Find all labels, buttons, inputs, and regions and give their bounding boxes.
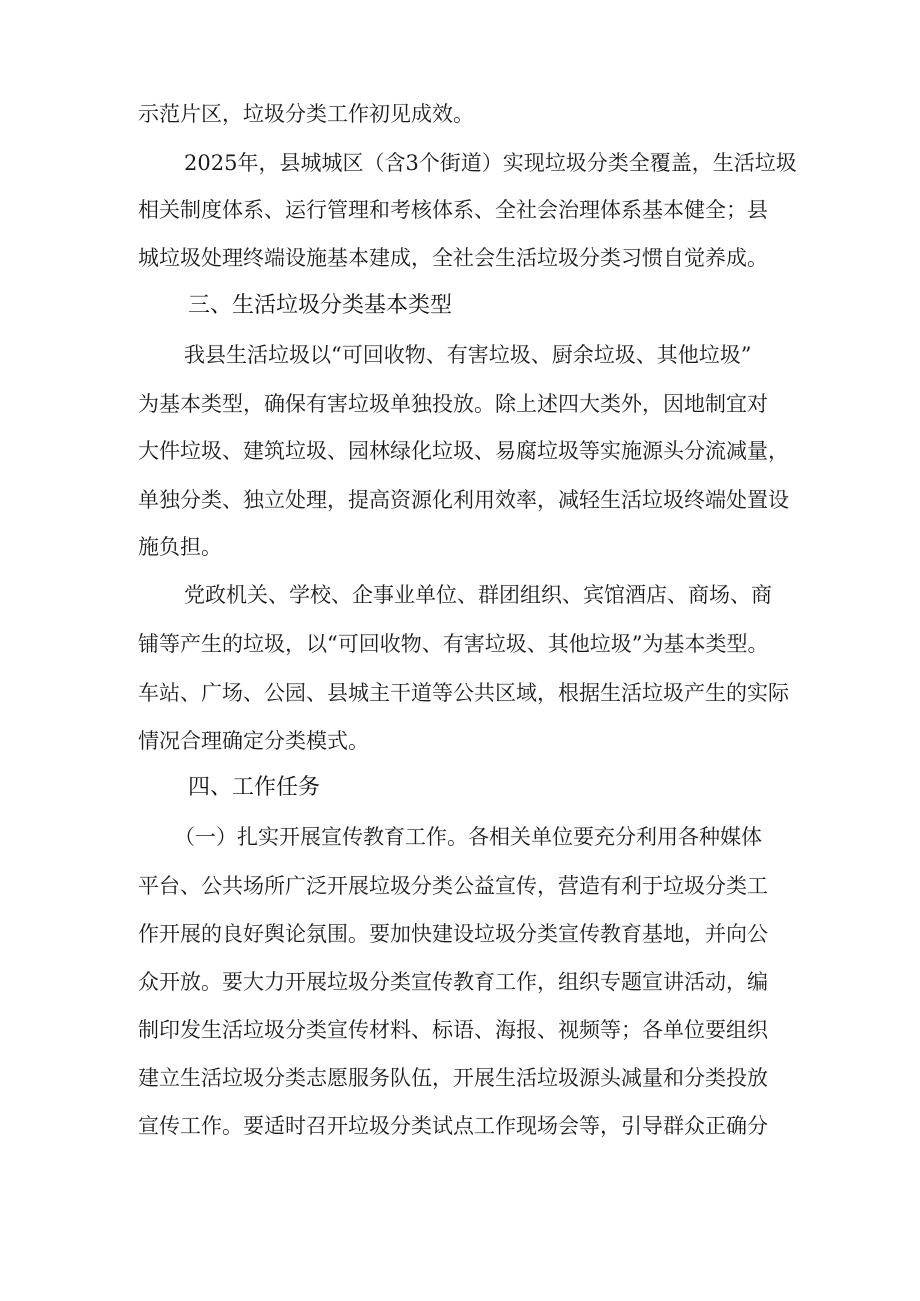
paragraph-line: 铺等产生的垃圾，以“可回收物、有害垃圾、其他垃圾”为基本类型。	[138, 632, 769, 656]
paragraph-line: 城垃圾处理终端设施基本建成，全社会生活垃圾分类习惯自觉养成。	[138, 246, 768, 270]
paragraph-line: 车站、广场、公园、县城主干道等公共区域，根据生活垃圾产生的实际	[138, 681, 789, 705]
paragraph-line: 情况合理确定分类模式。	[138, 729, 369, 753]
paragraph-line: 建立生活垃圾分类志愿服务队伍，开展生活垃圾源头减量和分类投放	[138, 1066, 768, 1090]
section-heading: 三、生活垃圾分类基本类型	[188, 293, 453, 318]
paragraph-line: 作开展的良好舆论氛围。要加快建设垃圾分类宣传教育基地，并向公	[138, 922, 768, 946]
paragraph-line: 单独分类、独立处理，提高资源化利用效率，减轻生活垃圾终端处置设	[138, 488, 789, 512]
paragraph-line: 施负担。	[138, 535, 222, 559]
paragraph-line: 宣传工作。要适时召开垃圾分类试点工作现场会等，引导群众正确分	[138, 1114, 768, 1138]
section-heading: 四、工作任务	[188, 775, 321, 800]
paragraph-line: 平台、公共场所广泛开展垃圾分类公益宣传，营造有利于垃圾分类工	[138, 874, 768, 898]
paragraph-line: 大件垃圾、建筑垃圾、园林绿化垃圾、易腐垃圾等实施源头分流减量，	[138, 439, 789, 463]
paragraph-line: （一）扎实开展宣传教育工作。各相关单位要充分利用各种媒体	[174, 825, 762, 849]
paragraph-line: 党政机关、学校、企事业单位、群团组织、宾馆酒店、商场、商	[184, 583, 772, 607]
paragraph-line: 2025年，县城城区（含3个街道）实现垃圾分类全覆盖，生活垃圾	[184, 151, 797, 175]
paragraph-line: 我县生活垃圾以“可回收物、有害垃圾、厨余垃圾、其他垃圾”	[184, 343, 752, 367]
paragraph-line: 制印发生活垃圾分类宣传材料、标语、海报、视频等；各单位要组织	[138, 1018, 768, 1042]
paragraph-line: 示范片区，垃圾分类工作初见成效。	[138, 102, 474, 126]
paragraph-line: 相关制度体系、运行管理和考核体系、全社会治理体系基本健全；县	[138, 198, 768, 222]
paragraph-line: 为基本类型，确保有害垃圾单独投放。除上述四大类外，因地制宜对	[138, 392, 768, 416]
paragraph-line: 众开放。要大力开展垃圾分类宣传教育工作，组织专题宣讲活动，编	[138, 970, 768, 994]
